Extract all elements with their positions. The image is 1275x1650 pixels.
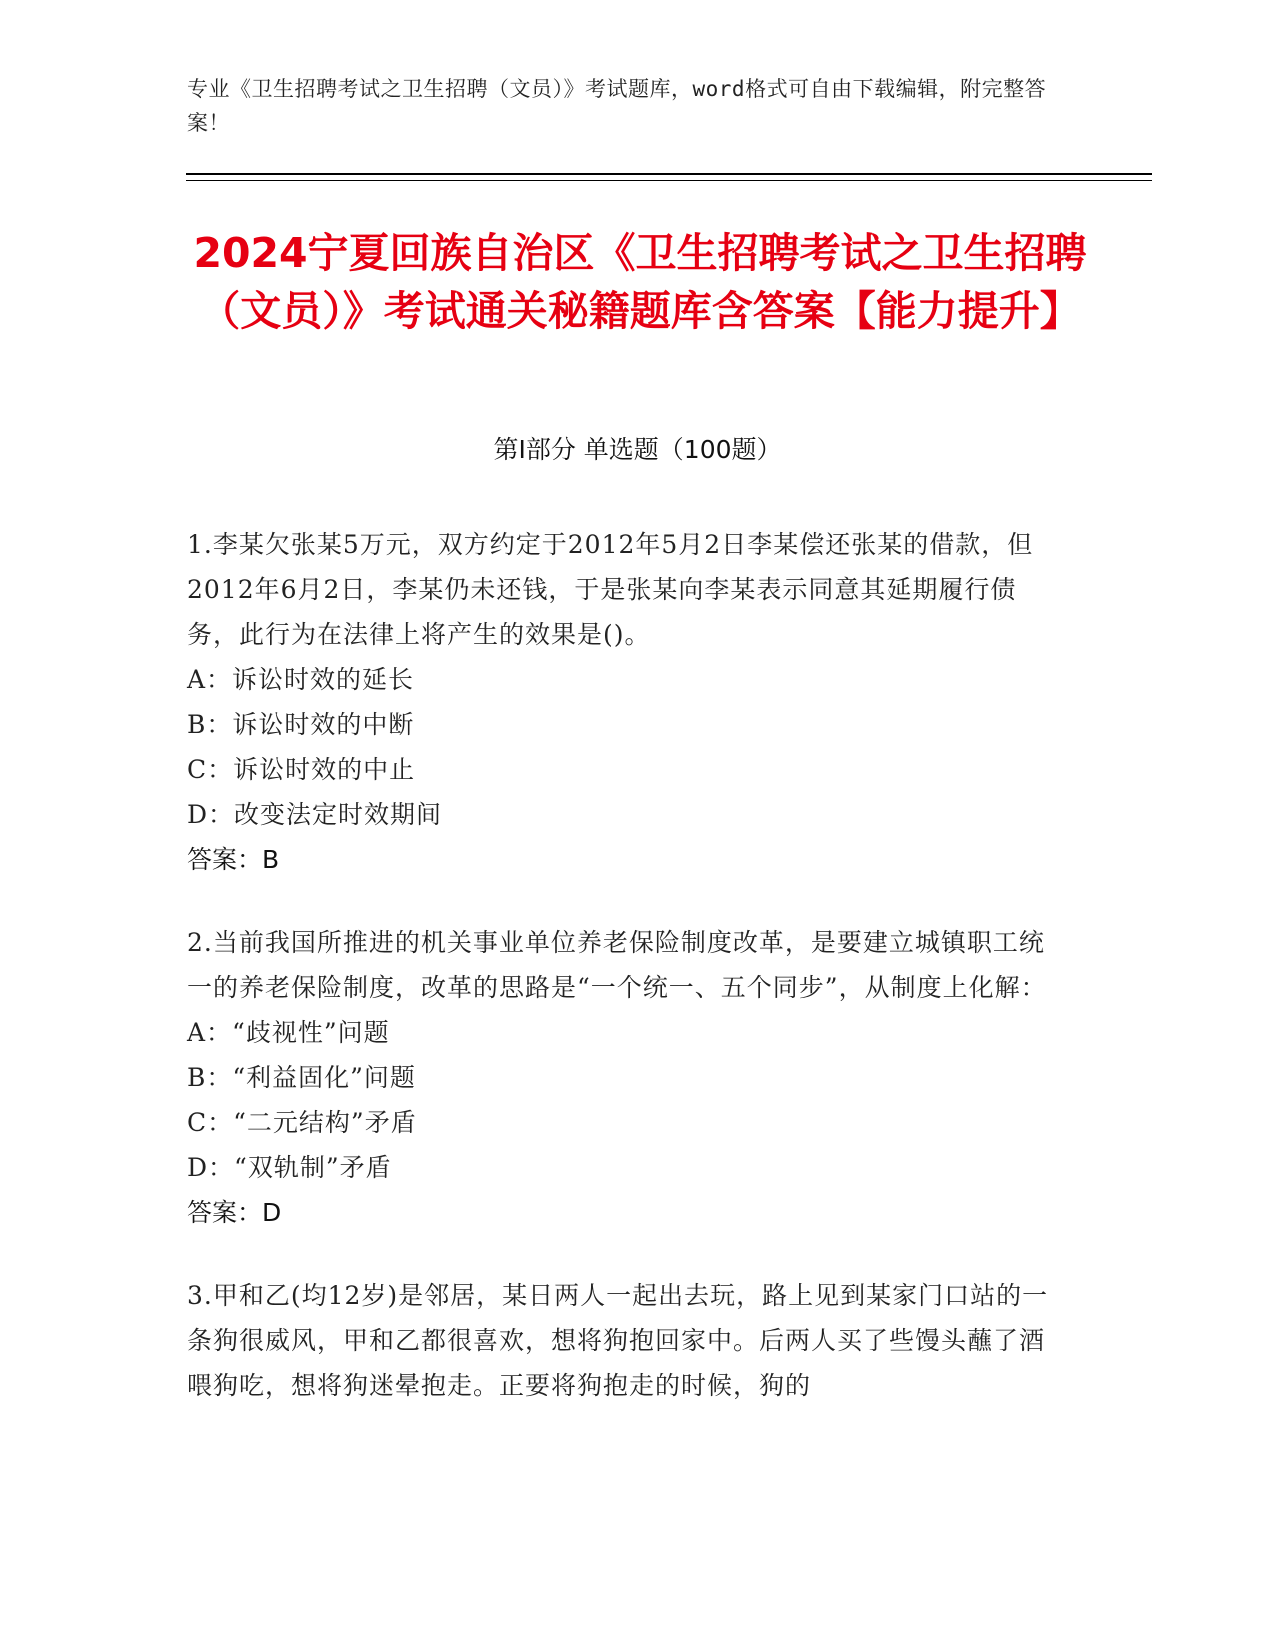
question-text: 3.甲和乙(均12岁)是邻居，某日两人一起出去玩，路上见到某家门口站的一条狗很威风，甲和乙都很喜欢，想将狗抱回家中。后两人买了些馒头蘸了酒喂狗吃，想将狗迷晕抱走。正要将狗抱走的时候，狗的 xyxy=(187,1281,1049,1400)
option-c: C：“二元结构”矛盾 xyxy=(187,1108,417,1137)
section-title: 第I部分 单选题（100题） xyxy=(493,435,782,464)
option-c: C：诉讼时效的中止 xyxy=(187,755,416,784)
option-b: B：诉讼时效的中断 xyxy=(187,710,415,739)
document-title: 2024宁夏回族自治区《卫生招聘考试之卫生招聘（文员）》考试通关秘籍题库含答案【能力提升】 xyxy=(193,229,1087,335)
option-b: B：“利益固化”问题 xyxy=(187,1063,416,1092)
question-list xyxy=(187,522,1067,1446)
answer: 答案：D xyxy=(187,1198,282,1227)
header-note: 专业《卫生招聘考试之卫生招聘（文员）》考试题库，word格式可自由下载编辑，附完整答案！ xyxy=(187,77,1047,135)
question-text: 1.李某欠张某5万元，双方约定于2012年5月2日李某偿还张某的借款，但2012年6月2日，李某仍未还钱，于是张某向李某表示同意其延期履行债务，此行为在法律上将产生的效果是()。 xyxy=(187,530,1034,649)
option-a: A：“歧视性”问题 xyxy=(187,1018,390,1047)
question-2 xyxy=(187,920,1067,1235)
question-1 xyxy=(187,522,1067,882)
question-3 xyxy=(187,1273,1067,1408)
option-d: D：“双轨制”矛盾 xyxy=(187,1153,392,1182)
option-d: D：改变法定时效期间 xyxy=(187,800,443,829)
answer: 答案：B xyxy=(187,845,280,874)
header-rule-thick xyxy=(186,173,1152,175)
header-rule-thin xyxy=(186,180,1152,181)
question-text: 2.当前我国所推进的机关事业单位养老保险制度改革，是要建立城镇职工统一的养老保险制度，改革的思路是“一个统一、五个同步”，从制度上化解： xyxy=(187,928,1047,1002)
option-a: A：诉讼时效的延长 xyxy=(187,665,415,694)
